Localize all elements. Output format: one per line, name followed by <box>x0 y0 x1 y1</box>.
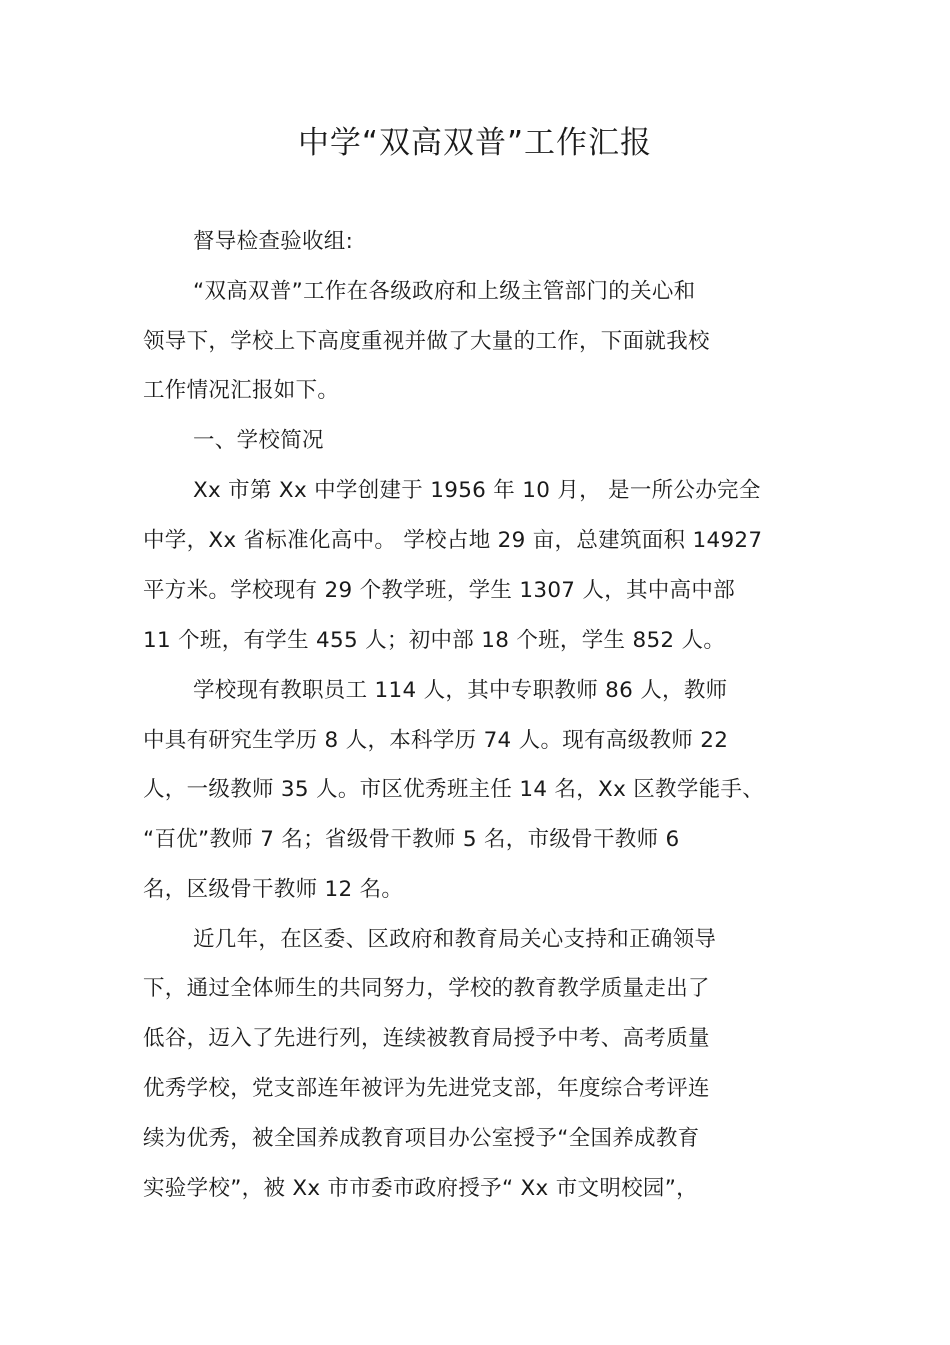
salutation-line: 督导检查验收组: <box>193 229 354 254</box>
para3-line-6: 实验学校”，被 Xx 市市委市政府授予“ Xx 市文明校园”， <box>143 1176 698 1201</box>
section-heading: 一、学校简况 <box>193 428 324 453</box>
para1-line-1: Xx 市第 Xx 中学创建于 1956 年 10 月， 是一所公办完全 <box>193 478 761 503</box>
document-title: 中学“双高双普”工作汇报 <box>297 125 653 161</box>
para2-line-4: “百优”教师 7 名；省级骨干教师 5 名，市级骨干教师 6 <box>143 827 680 852</box>
intro-line-3: 工作情况汇报如下。 <box>143 378 340 403</box>
para2-line-2: 中具有研究生学历 8 人，本科学历 74 人。现有高级教师 22 <box>143 728 729 753</box>
para2-line-1: 学校现有教职员工 114 人，其中专职教师 86 人，教师 <box>193 678 728 703</box>
intro-line-1: “双高双普”工作在各级政府和上级主管部门的关心和 <box>193 279 696 304</box>
para3-line-4: 优秀学校，党支部连年被评为先进党支部，年度综合考评连 <box>143 1076 710 1101</box>
intro-line-2: 领导下，学校上下高度重视并做了大量的工作，下面就我校 <box>143 329 710 354</box>
para2-line-3: 人，一级教师 35 人。市区优秀班主任 14 名，Xx 区教学能手、 <box>143 777 765 802</box>
para3-line-5: 续为优秀，被全国养成教育项目办公室授予“全国养成教育 <box>143 1126 700 1151</box>
para2-line-5: 名，区级骨干教师 12 名。 <box>143 877 404 902</box>
para3-line-3: 低谷，迈入了先进行列，连续被教育局授予中考、高考质量 <box>143 1026 710 1051</box>
para3-line-1: 近几年，在区委、区政府和教育局关心支持和正确领导 <box>193 927 717 952</box>
para1-line-3: 平方米。学校现有 29 个教学班，学生 1307 人，其中高中部 <box>143 578 736 603</box>
para1-line-4: 11 个班，有学生 455 人；初中部 18 个班，学生 852 人。 <box>143 628 726 653</box>
para1-line-2: 中学，Xx 省标准化高中。 学校占地 29 亩，总建筑面积 14927 <box>143 528 763 553</box>
para3-line-2: 下，通过全体师生的共同努力，学校的教育教学质量走出了 <box>143 976 710 1001</box>
